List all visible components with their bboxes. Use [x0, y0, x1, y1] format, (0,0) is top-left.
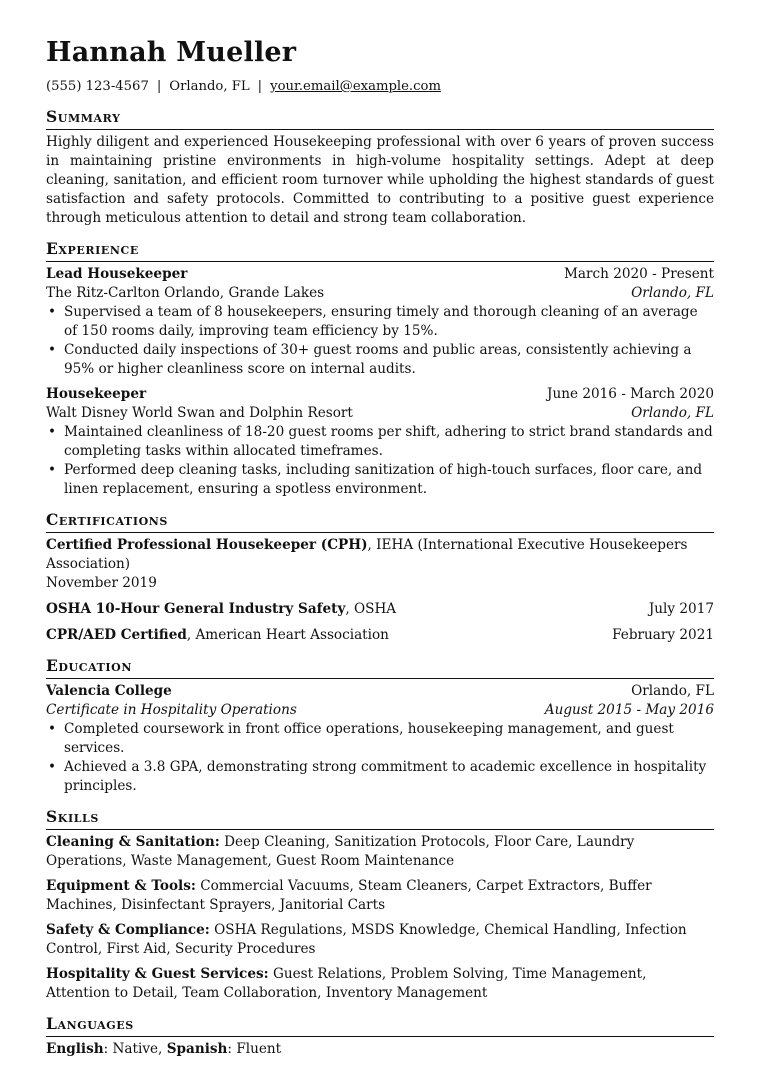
certification-entry: [46, 626, 714, 645]
certification-name: OSHA 10-Hour General Industry Safety: [46, 601, 346, 617]
school-location: Orlando, FL: [631, 683, 714, 699]
certification-issuer: , IEHA (International Executive Housekeepers Association): [46, 537, 688, 572]
job-entry: [46, 385, 714, 499]
resume-page: [46, 36, 714, 1059]
email-link[interactable]: your.email@example.com: [270, 79, 441, 94]
bullet-item: • Performed deep cleaning tasks, including sanitization of high-touch surfaces, floor care, and linen replacement, ensuring a spotless environment.: [64, 461, 714, 499]
contact-separator: |: [156, 79, 162, 94]
language-level: : Native,: [103, 1041, 167, 1057]
job-employer: Walt Disney World Swan and Dolphin Resort: [46, 405, 353, 421]
skill-items: Deep Cleaning, Sanitization Protocols, Floor Care, Laundry Operations, Waste Management, Guest Room Maintenance: [46, 834, 635, 869]
language-name: Spanish: [166, 1041, 228, 1057]
skill-items: OSHA Regulations, MSDS Knowledge, Chemical Handling, Infection Control, First Aid, Security Procedures: [46, 922, 687, 957]
education-heading: Education: [46, 656, 714, 679]
bullet-item: • Achieved a 3.8 GPA, demonstrating strong commitment to academic excellence in hospitality principles.: [64, 758, 714, 796]
job-entry: [46, 265, 714, 379]
certifications-heading: Certifications: [46, 510, 714, 533]
certification-issuer: , OSHA: [345, 601, 397, 617]
certification-date: November 2019: [46, 575, 157, 591]
contact-separator: |: [257, 79, 263, 94]
certification-issuer: , American Heart Association: [186, 627, 389, 643]
program-name: Certificate in Hospitality Operations: [46, 702, 297, 718]
skill-items: Guest Relations, Problem Solving, Time Management, Attention to Detail, Team Collaboration, Inventory Management: [46, 966, 647, 1001]
job-employer: The Ritz-Carlton Orlando, Grande Lakes: [46, 285, 325, 301]
contact-line: [46, 78, 714, 96]
job-dates: June 2016 - March 2020: [547, 386, 714, 402]
summary-text: Highly diligent and experienced Housekeeping professional with over 6 years of proven success in maintaining pristine environments in high-volume hospitality settings. Adept at deep cleaning, sanitation, and efficient room turnover while upholding the highest standards of guest satisfaction and safety protocols. Committed to contributing to a positive guest experience through meticulous attention to detail and strong team collaboration.: [46, 134, 714, 226]
job-title: Lead Housekeeper: [46, 266, 188, 282]
skill-group: [46, 965, 714, 1003]
candidate-name: Hannah Mueller: [46, 37, 297, 68]
job-bullets: [46, 423, 714, 499]
job-bullets: [46, 303, 714, 379]
bullet-item: • Maintained cleanliness of 18-20 guest rooms per shift, adhering to strict brand standards and completing tasks within allocated timeframes.: [64, 423, 714, 461]
skill-group: [46, 833, 714, 871]
skill-category: Hospitality & Guest Services:: [46, 966, 269, 982]
education-dates: August 2015 - May 2016: [544, 702, 714, 718]
experience-section: [46, 265, 714, 499]
summary-heading: Summary: [46, 107, 714, 130]
job-dates: March 2020 - Present: [564, 266, 714, 282]
job-location: Orlando, FL: [631, 285, 714, 301]
education-bullets: [46, 720, 714, 796]
education-section: [46, 682, 714, 796]
certification-date: July 2017: [648, 601, 714, 617]
experience-heading: Experience: [46, 239, 714, 262]
job-location: Orlando, FL: [631, 405, 714, 421]
phone-number: (555) 123-4567: [46, 79, 149, 94]
skill-group: [46, 877, 714, 915]
certification-date: February 2021: [612, 627, 714, 643]
location: Orlando, FL: [169, 79, 250, 94]
languages-heading: Languages: [46, 1014, 714, 1037]
languages-section: [46, 1040, 714, 1059]
bullet-item: • Completed coursework in front office operations, housekeeping management, and guest services.: [64, 720, 714, 758]
language-level: : Fluent: [227, 1041, 282, 1057]
certification-entry: [46, 600, 714, 619]
certification-name: Certified Professional Housekeeper (CPH): [46, 537, 368, 553]
skill-items: Commercial Vacuums, Steam Cleaners, Carpet Extractors, Buffer Machines, Disinfectant Sprayers, Janitorial Carts: [46, 878, 652, 913]
summary-section: [46, 133, 714, 228]
bullet-item: • Conducted daily inspections of 30+ guest rooms and public areas, consistently achieving a 95% or higher cleanliness score on internal audits.: [64, 341, 714, 379]
skill-category: Cleaning & Sanitation:: [46, 834, 220, 850]
job-title: Housekeeper: [46, 386, 147, 402]
language-name: English: [46, 1041, 104, 1057]
certification-name: CPR/AED Certified: [46, 627, 187, 643]
skills-heading: Skills: [46, 807, 714, 830]
skills-section: [46, 833, 714, 1003]
certification-entry: [46, 536, 714, 593]
certifications-section: [46, 536, 714, 645]
skill-group: [46, 921, 714, 959]
skill-category: Equipment & Tools:: [46, 878, 196, 894]
skill-category: Safety & Compliance:: [46, 922, 210, 938]
bullet-item: • Supervised a team of 8 housekeepers, ensuring timely and thorough cleaning of an average of 150 rooms daily, improving team efficiency by 15%.: [64, 303, 714, 341]
school-name: Valencia College: [46, 683, 172, 699]
